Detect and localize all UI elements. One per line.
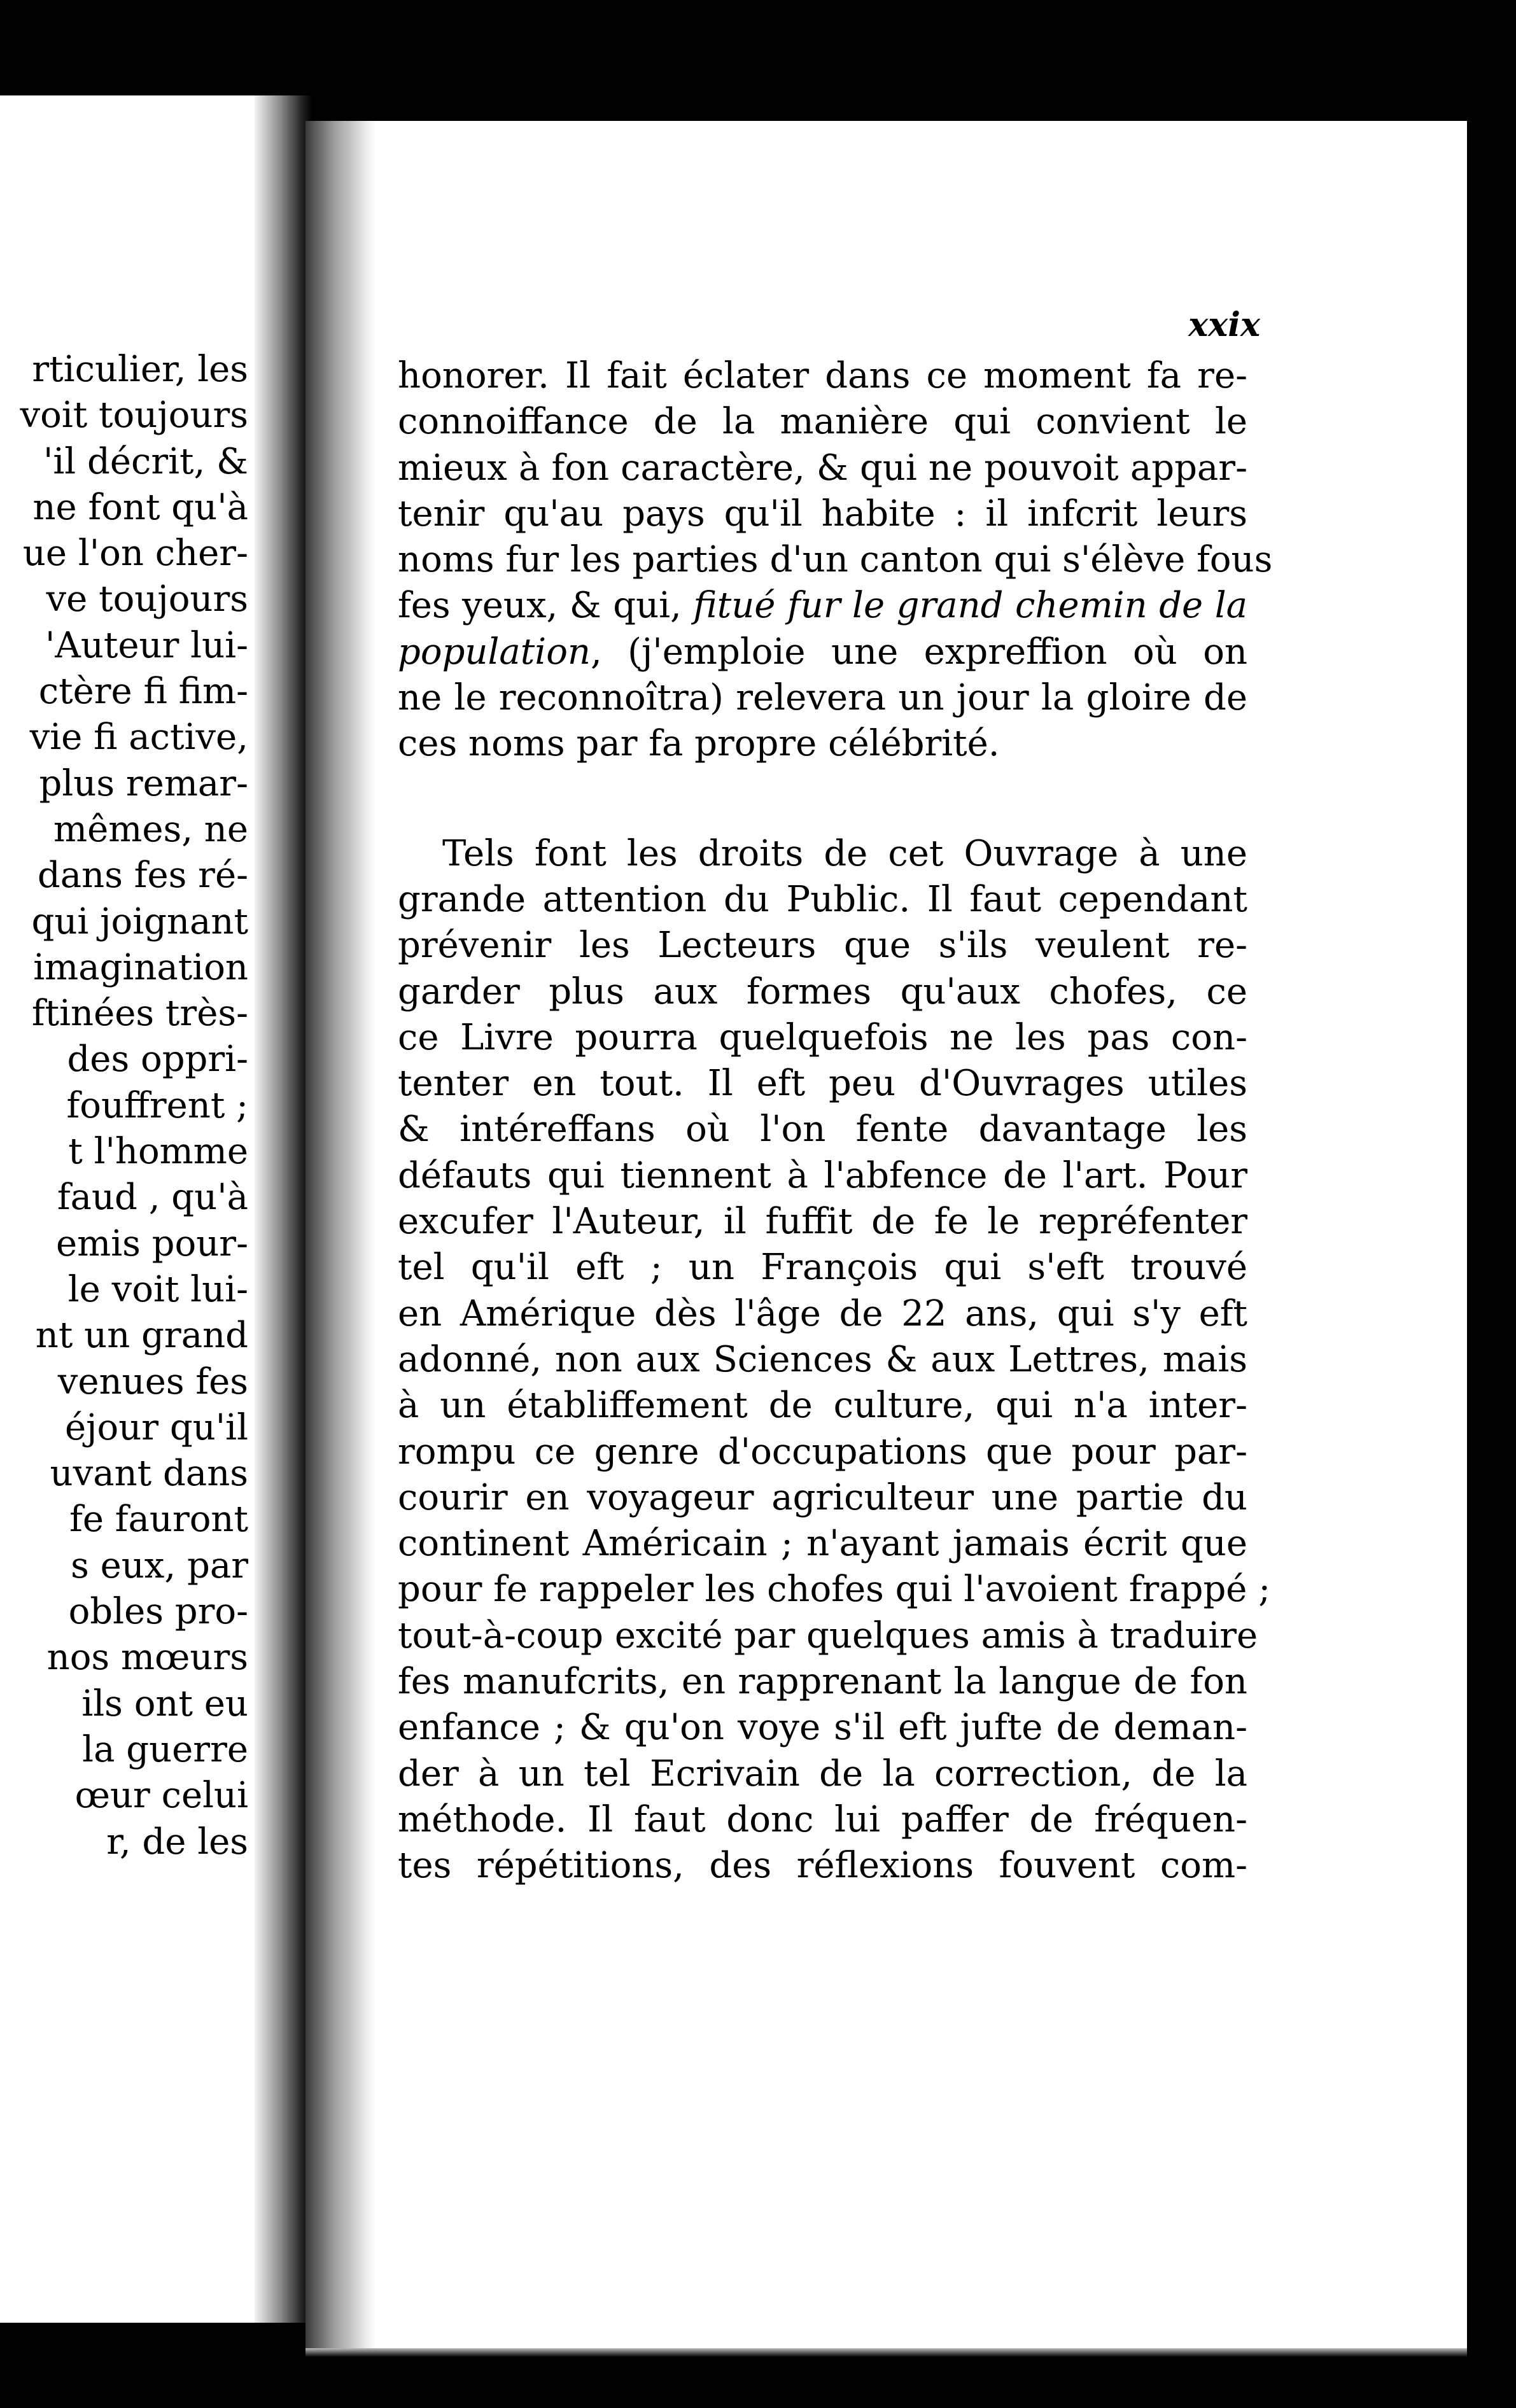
left-page-line: imagination <box>33 946 248 988</box>
text-line: garder plus aux formes qu'aux chofes, ce <box>398 970 1247 1012</box>
left-page-line: la guerre <box>82 1728 248 1770</box>
left-page-line: r, de les <box>106 1821 248 1863</box>
text-line: connoiffance de la manière qui convient le <box>398 401 1247 443</box>
left-page-line: qui joignant <box>31 900 248 942</box>
left-page-line: ftinées très- <box>31 993 248 1035</box>
left-page-line: vie fi active, <box>29 717 248 759</box>
page-number: xxix <box>1188 305 1260 344</box>
left-page-text <box>0 347 248 1865</box>
text-line: continent Américain ; n'ayant jamais écrit que <box>398 1523 1247 1565</box>
text-line: tes répétitions, des réflexions fouvent com- <box>398 1845 1247 1887</box>
left-page-line: voit toujours <box>20 395 248 437</box>
left-page-line: nos mœurs <box>46 1637 248 1679</box>
text-line: excufer l'Auteur, il fuffit de fe le repréfenter <box>398 1201 1247 1243</box>
left-page-line: faud , qu'à <box>57 1177 248 1219</box>
left-page-line: fe fauront <box>69 1499 248 1541</box>
text-line: en Amérique dès l'âge de 22 ans, qui s'y eft <box>398 1292 1247 1334</box>
body-text <box>398 353 1273 1889</box>
text-line: méthode. Il faut donc lui paffer de fréquen- <box>398 1798 1247 1840</box>
text-line: adonné, non aux Sciences & aux Lettres, mais <box>398 1338 1247 1380</box>
left-page-line: éjour qu'il <box>65 1406 248 1448</box>
text-line: ce Livre pourra quelquefois ne les pas con- <box>398 1016 1247 1058</box>
text-line: ces noms par fa propre célébrité. <box>398 723 1000 765</box>
text-line: ne le reconnoîtra) relevera un jour la gloire de <box>398 677 1247 719</box>
left-page-line: le voit lui- <box>67 1268 248 1310</box>
left-page-line: ve toujours <box>46 578 248 620</box>
text-line: à un établiffement de culture, qui n'a inter- <box>398 1385 1247 1427</box>
italic-phrase: population <box>398 631 591 673</box>
left-page-line: ctère fi fim- <box>38 671 248 713</box>
text-line <box>398 583 1247 629</box>
paragraph-spacer <box>398 767 1247 831</box>
left-page-line: fouffrent ; <box>66 1084 248 1126</box>
left-page-line: rticulier, les <box>32 349 248 390</box>
text-line: prévenir les Lecteurs que s'ils veulent re- <box>398 925 1247 967</box>
left-page-line: obles pro- <box>68 1591 248 1633</box>
text-line: courir en voyageur agriculteur une partie du <box>398 1476 1247 1518</box>
paragraph-1 <box>398 353 1273 767</box>
left-page-line: venues fes <box>57 1361 248 1403</box>
left-page-line: dans fes ré- <box>37 855 248 897</box>
left-page-line: emis pour- <box>55 1222 248 1264</box>
text-line: & intéreffans où l'on fente davantage les <box>398 1109 1247 1151</box>
text-line: enfance ; & qu'on voye s'il eft jufte de deman- <box>398 1707 1247 1749</box>
text-line: honorer. Il fait éclater dans ce moment fa re- <box>398 355 1247 396</box>
left-page-line: uvant dans <box>50 1453 248 1495</box>
text-line: fes manufcrits, en rapprenant la langue de fon <box>398 1661 1247 1703</box>
right-page-edge <box>1467 121 1516 2348</box>
left-page-line: 'il décrit, & <box>43 440 248 482</box>
italic-phrase: fitué fur le grand chemin de la <box>693 585 1247 627</box>
text-line: pour fe rappeler les chofes qui l'avoient frappé ; <box>398 1569 1271 1611</box>
left-facing-page <box>0 95 280 2323</box>
text-line: mieux à fon caractère, & qui ne pouvoit appar- <box>398 447 1247 489</box>
text-line: tel qu'il eft ; un François qui s'eft trouvé <box>398 1247 1247 1289</box>
paragraph-2 <box>398 831 1271 1889</box>
left-page-line: s eux, par <box>71 1544 248 1586</box>
text-line: rompu ce genre d'occupations que pour par- <box>398 1431 1247 1473</box>
left-page-line: plus remar- <box>39 762 248 804</box>
left-page-line: œur celui <box>74 1775 248 1817</box>
text-line: noms fur les parties d'un canton qui s'élève fous <box>398 539 1273 581</box>
left-page-line: t l'homme <box>68 1131 248 1173</box>
text-line: défauts qui tiennent à l'abfence de l'art. Pour <box>398 1154 1247 1196</box>
right-page-gutter-shadow <box>305 121 375 2348</box>
text-segment: , (j'emploie une expreffion où on <box>590 631 1247 673</box>
text-line: der à un tel Ecrivain de la correction, de la <box>398 1753 1247 1795</box>
left-page-line: des oppri- <box>67 1039 248 1081</box>
left-page-line: ue l'on cher- <box>22 533 248 575</box>
left-page-gutter-shadow <box>255 95 312 2323</box>
left-page-line: mêmes, ne <box>53 808 248 850</box>
text-segment: fes yeux, & qui, <box>398 585 694 627</box>
left-page-line: ils ont eu <box>81 1683 248 1725</box>
text-line: grande attention du Public. Il faut cependant <box>398 878 1247 920</box>
left-page-line: 'Auteur lui- <box>45 624 248 666</box>
text-line: tout-à-coup excité par quelques amis à traduire <box>398 1614 1258 1656</box>
text-line: Tels font les droits de cet Ouvrage à une <box>442 832 1247 874</box>
page-bottom-edge <box>305 2348 1467 2357</box>
left-page-line: nt un grand <box>35 1315 248 1357</box>
left-page-line: ne font qu'à <box>32 486 248 528</box>
text-line: tenter en tout. Il eft peu d'Ouvrages utiles <box>398 1063 1247 1105</box>
text-line: tenir qu'au pays qu'il habite : il infcrit leurs <box>398 493 1247 535</box>
text-line <box>398 629 1247 675</box>
